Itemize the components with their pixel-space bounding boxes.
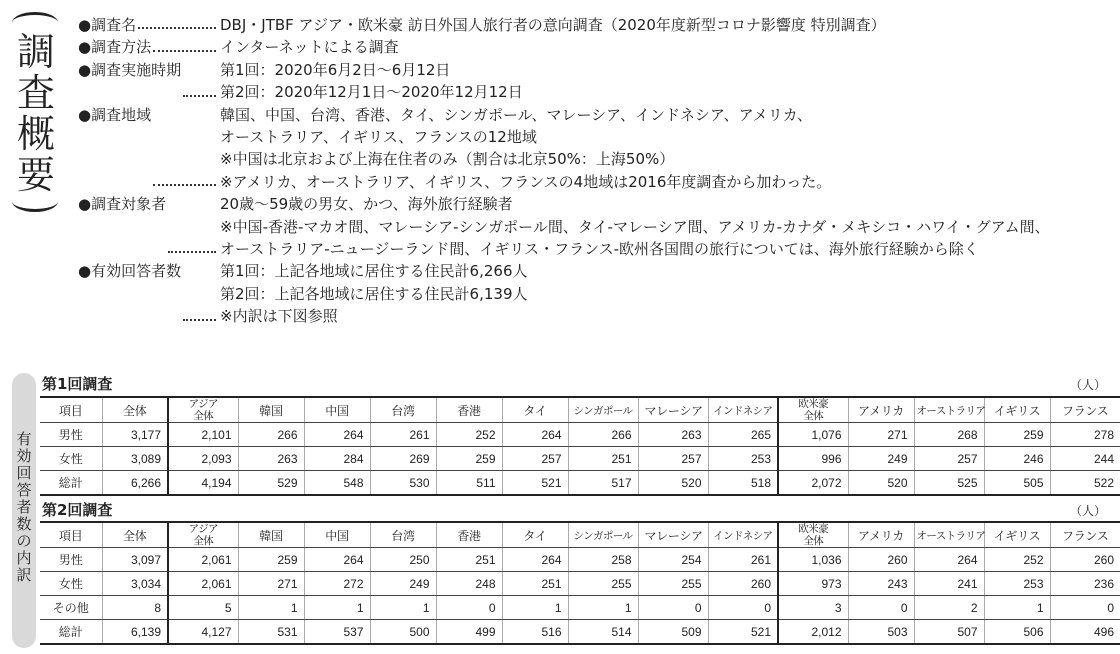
- side-label-char: 内: [16, 549, 32, 567]
- table-cell: 236: [1050, 572, 1120, 596]
- column-header: フランス: [1050, 397, 1120, 423]
- overview-label: [78, 59, 220, 104]
- side-label-text: [12, 431, 36, 584]
- table-cell: 531: [238, 620, 304, 645]
- overview-value-line: 第1回：上記各地域に居住する住民計6,266人: [220, 262, 528, 281]
- table-cell: 259: [984, 423, 1050, 447]
- table-header-row: [40, 397, 1120, 423]
- column-header: 台湾: [370, 397, 436, 423]
- overview-list: [78, 14, 1108, 328]
- table-cell: 260: [1050, 548, 1120, 572]
- overview-value-line: 韓国、中国、台湾、香港、タイ、シンガポール、マレーシア、インドネシア、アメリカ、: [220, 105, 812, 124]
- table-cell: 2,101: [168, 423, 238, 447]
- survey1-unit: （人）: [1069, 378, 1106, 392]
- table-cell: 0: [1050, 596, 1120, 620]
- table-cell: 257: [638, 447, 708, 471]
- table-cell: 2,061: [168, 572, 238, 596]
- table-row: [40, 596, 1120, 620]
- table-cell: 259: [238, 548, 304, 572]
- table-cell: 0: [708, 596, 778, 620]
- table-cell: 537: [304, 620, 370, 645]
- table-cell: 521: [502, 471, 568, 496]
- column-header: インドネシア: [708, 397, 778, 423]
- overview-label-text: ●有効回答者数: [78, 262, 182, 281]
- overview-value-line: 第2回：2020年12月1日～2020年12月12日: [220, 83, 523, 102]
- column-header: アジア 全体: [168, 397, 238, 423]
- overview-value-line: ※中国は北京および上海在住者のみ（割合は北京50%：上海50%）: [220, 150, 675, 169]
- column-header: 項目: [40, 397, 102, 423]
- table-cell: 259: [436, 447, 502, 471]
- table-cell: 243: [848, 572, 914, 596]
- table-cell: 261: [370, 423, 436, 447]
- table-cell: 996: [778, 447, 848, 471]
- overview-row: [78, 193, 1108, 260]
- table-cell: 4,194: [168, 471, 238, 496]
- table-cell: 506: [984, 620, 1050, 645]
- side-label-char: 数: [16, 515, 32, 533]
- column-header: 香港: [436, 397, 502, 423]
- table-cell: 505: [984, 471, 1050, 496]
- side-label-char: の: [16, 532, 32, 550]
- overview-value: [220, 260, 1108, 327]
- side-label: [12, 373, 36, 648]
- table-cell: 973: [778, 572, 848, 596]
- column-header: アメリカ: [848, 397, 914, 423]
- table-cell: 252: [984, 548, 1050, 572]
- table-cell: 271: [848, 423, 914, 447]
- side-label-char: 効: [16, 447, 32, 465]
- column-header: 全体: [102, 522, 168, 548]
- table-cell: 251: [436, 548, 502, 572]
- overview-value-line: DBJ・JTBF アジア・欧米豪 訪日外国人旅行者の意向調査（2020年度新型コロナ影響度 特別調査）: [220, 16, 886, 34]
- overview-row: [78, 260, 1108, 327]
- overview-label: [78, 14, 220, 36]
- table-cell: 1: [238, 596, 304, 620]
- table-cell: 284: [304, 447, 370, 471]
- table-cell: 251: [502, 572, 568, 596]
- table-cell: 2,072: [778, 471, 848, 496]
- table-cell: 548: [304, 471, 370, 496]
- table-cell: 251: [568, 447, 638, 471]
- table-cell: 0: [638, 596, 708, 620]
- overview-value-line: インターネットによる調査: [220, 38, 399, 57]
- table-cell: 1: [370, 596, 436, 620]
- table-cell: 3: [778, 596, 848, 620]
- survey2-title: 第2回調査: [42, 501, 113, 519]
- overview-row: [78, 59, 1108, 104]
- column-header: インドネシア: [708, 522, 778, 548]
- leader-dots: [183, 59, 216, 97]
- table-cell: 525: [914, 471, 984, 496]
- table-cell: 3,034: [102, 572, 168, 596]
- overview-value-line: 20歳～59歳の男女、かつ、海外旅行経験者: [220, 195, 513, 214]
- table-cell: 246: [984, 447, 1050, 471]
- table-cell: 530: [370, 471, 436, 496]
- overview-label: [78, 36, 220, 58]
- table-cell: 266: [568, 423, 638, 447]
- overview-label-text: ●調査方法: [78, 38, 152, 57]
- table-cell: 241: [914, 572, 984, 596]
- table-cell: 271: [238, 572, 304, 596]
- table-cell: 3,097: [102, 548, 168, 572]
- title-bracket-bottom: [12, 191, 58, 212]
- table-cell: 1: [984, 596, 1050, 620]
- row-label: 女性: [40, 447, 102, 471]
- overview-row: [78, 104, 1108, 194]
- overview-label-text: ●調査地域: [78, 105, 152, 124]
- overview-label: [78, 260, 220, 327]
- table-cell: 514: [568, 620, 638, 645]
- table-row: [40, 548, 1120, 572]
- table-cell: 521: [708, 620, 778, 645]
- table-cell: 266: [238, 423, 304, 447]
- column-header: 韓国: [238, 522, 304, 548]
- table-cell: 2,012: [778, 620, 848, 645]
- table-cell: 520: [848, 471, 914, 496]
- column-header: タイ: [502, 522, 568, 548]
- overview-label-text: ●調査実施時期: [78, 60, 182, 79]
- column-header: タイ: [502, 397, 568, 423]
- overview-value-line: オーストラリア、イギリス、フランスの12地域: [220, 127, 537, 146]
- table-cell: 6,139: [102, 620, 168, 645]
- table-cell: 496: [1050, 620, 1120, 645]
- table-row: [40, 447, 1120, 471]
- table-cell: 257: [502, 447, 568, 471]
- survey2-table: [40, 521, 1120, 645]
- table-cell: 255: [568, 572, 638, 596]
- side-label-char: 訳: [16, 566, 32, 584]
- table-cell: 507: [914, 620, 984, 645]
- leader-dots: [153, 104, 216, 187]
- column-header: オーストラリア: [914, 397, 984, 423]
- table-cell: 3,089: [102, 447, 168, 471]
- table-cell: 268: [914, 423, 984, 447]
- column-header: フランス: [1050, 522, 1120, 548]
- overview-label: [78, 104, 220, 194]
- table-cell: 4,127: [168, 620, 238, 645]
- table-cell: 257: [914, 447, 984, 471]
- survey2-unit: （人）: [1069, 504, 1106, 518]
- column-header: シンガポール: [568, 522, 638, 548]
- column-header: イギリス: [984, 397, 1050, 423]
- table-cell: 272: [304, 572, 370, 596]
- survey1-title: 第1回調査: [42, 375, 113, 393]
- table-cell: 264: [304, 548, 370, 572]
- table-cell: 263: [638, 423, 708, 447]
- overview-value-line: オーストラリア-ニュージーランド間、イギリス・フランス-欧州各国間の旅行については、海外旅行経験から除く: [220, 239, 979, 258]
- overview-value: [220, 14, 1108, 36]
- overview-value-line: ※アメリカ、オーストラリア、イギリス、フランスの4地域は2016年度調査から加わった。: [220, 172, 832, 191]
- table-cell: 499: [436, 620, 502, 645]
- column-header: アメリカ: [848, 522, 914, 548]
- row-label: 男性: [40, 423, 102, 447]
- column-header: シンガポール: [568, 397, 638, 423]
- row-label: その他: [40, 596, 102, 620]
- table-cell: 249: [370, 572, 436, 596]
- overview-value: [220, 59, 1108, 104]
- table-cell: 6,266: [102, 471, 168, 496]
- table-cell: 260: [848, 548, 914, 572]
- table-cell: 1: [304, 596, 370, 620]
- table-header-row: [40, 522, 1120, 548]
- table-cell: 260: [708, 572, 778, 596]
- side-label-char: 答: [16, 481, 32, 499]
- overview-value: [220, 193, 1108, 260]
- table-row: [40, 423, 1120, 447]
- overview-row: [78, 14, 1108, 36]
- table-cell: 248: [436, 572, 502, 596]
- table-cell: 244: [1050, 447, 1120, 471]
- table-row: [40, 572, 1120, 596]
- row-label: 女性: [40, 572, 102, 596]
- column-header: 香港: [436, 522, 502, 548]
- column-header: オーストラリア: [914, 522, 984, 548]
- overview-value-line: 第2回：上記各地域に居住する住民計6,139人: [220, 284, 528, 303]
- table-cell: 253: [708, 447, 778, 471]
- table-cell: 5: [168, 596, 238, 620]
- overview-value: [220, 36, 1108, 58]
- table-cell: 511: [436, 471, 502, 496]
- overview-title-text: 調 査 概 要: [16, 30, 55, 197]
- overview-value: [220, 104, 1108, 194]
- leader-dots: [183, 260, 216, 320]
- overview-label: [78, 193, 220, 260]
- table-cell: 0: [848, 596, 914, 620]
- column-header: マレーシア: [638, 397, 708, 423]
- table-cell: 252: [436, 423, 502, 447]
- table-cell: 278: [1050, 423, 1120, 447]
- table-cell: 249: [848, 447, 914, 471]
- table-cell: 517: [568, 471, 638, 496]
- column-header: 中国: [304, 397, 370, 423]
- column-header: 項目: [40, 522, 102, 548]
- overview-title: [6, 12, 66, 212]
- table-cell: 1,076: [778, 423, 848, 447]
- table-cell: 509: [638, 620, 708, 645]
- overview-value-line: ※内訳は下図参照: [220, 307, 338, 326]
- table-cell: 255: [638, 572, 708, 596]
- table-cell: 263: [238, 447, 304, 471]
- table-cell: 3,177: [102, 423, 168, 447]
- table-cell: 8: [102, 596, 168, 620]
- overview-label-text: ●調査名: [78, 16, 137, 34]
- overview-row: [78, 36, 1108, 58]
- table-cell: 264: [502, 548, 568, 572]
- table-cell: 265: [708, 423, 778, 447]
- table-cell: 264: [914, 548, 984, 572]
- table-cell: 1: [568, 596, 638, 620]
- table-cell: 0: [436, 596, 502, 620]
- table-cell: 500: [370, 620, 436, 645]
- table-cell: 518: [708, 471, 778, 496]
- table-cell: 520: [638, 471, 708, 496]
- table-cell: 522: [1050, 471, 1120, 496]
- column-header: 欧米豪 全体: [778, 397, 848, 423]
- survey1-table: [40, 396, 1120, 496]
- column-header: アジア 全体: [168, 522, 238, 548]
- side-label-char: 有: [16, 430, 32, 448]
- table-cell: 264: [304, 423, 370, 447]
- column-header: 欧米豪 全体: [778, 522, 848, 548]
- table-cell: 254: [638, 548, 708, 572]
- column-header: マレーシア: [638, 522, 708, 548]
- table-cell: 258: [568, 548, 638, 572]
- side-label-char: 者: [16, 498, 32, 516]
- row-label: 男性: [40, 548, 102, 572]
- table-cell: 253: [984, 572, 1050, 596]
- column-header: 全体: [102, 397, 168, 423]
- table-cell: 1,036: [778, 548, 848, 572]
- table-cell: 261: [708, 548, 778, 572]
- row-label: 総計: [58, 625, 83, 639]
- table-cell: 503: [848, 620, 914, 645]
- row-label: 総計: [58, 476, 83, 490]
- table-cell: 529: [238, 471, 304, 496]
- leader-dots: [138, 14, 216, 29]
- table-row: [40, 620, 1120, 645]
- table-cell: 516: [502, 620, 568, 645]
- table-cell: 2,093: [168, 447, 238, 471]
- column-header: 韓国: [238, 397, 304, 423]
- table-cell: 1: [502, 596, 568, 620]
- leader-dots: [168, 193, 216, 253]
- column-header: イギリス: [984, 522, 1050, 548]
- table-cell: 250: [370, 548, 436, 572]
- table-cell: 2,061: [168, 548, 238, 572]
- table-cell: 264: [502, 423, 568, 447]
- overview-label-text: ●調査対象者: [78, 195, 167, 214]
- table-cell: 269: [370, 447, 436, 471]
- column-header: 台湾: [370, 522, 436, 548]
- overview-value-line: ※中国-香港-マカオ間、マレーシア-シンガポール間、タイ-マレーシア間、アメリカ-カナダ・メキシコ・ハワイ・グアム間、: [220, 217, 1050, 236]
- overview-value-line: 第1回：2020年6月2日～6月12日: [220, 60, 451, 79]
- side-label-char: 回: [16, 464, 32, 482]
- table-row: [40, 471, 1120, 496]
- column-header: 中国: [304, 522, 370, 548]
- table-cell: 2: [914, 596, 984, 620]
- leader-dots: [153, 36, 216, 51]
